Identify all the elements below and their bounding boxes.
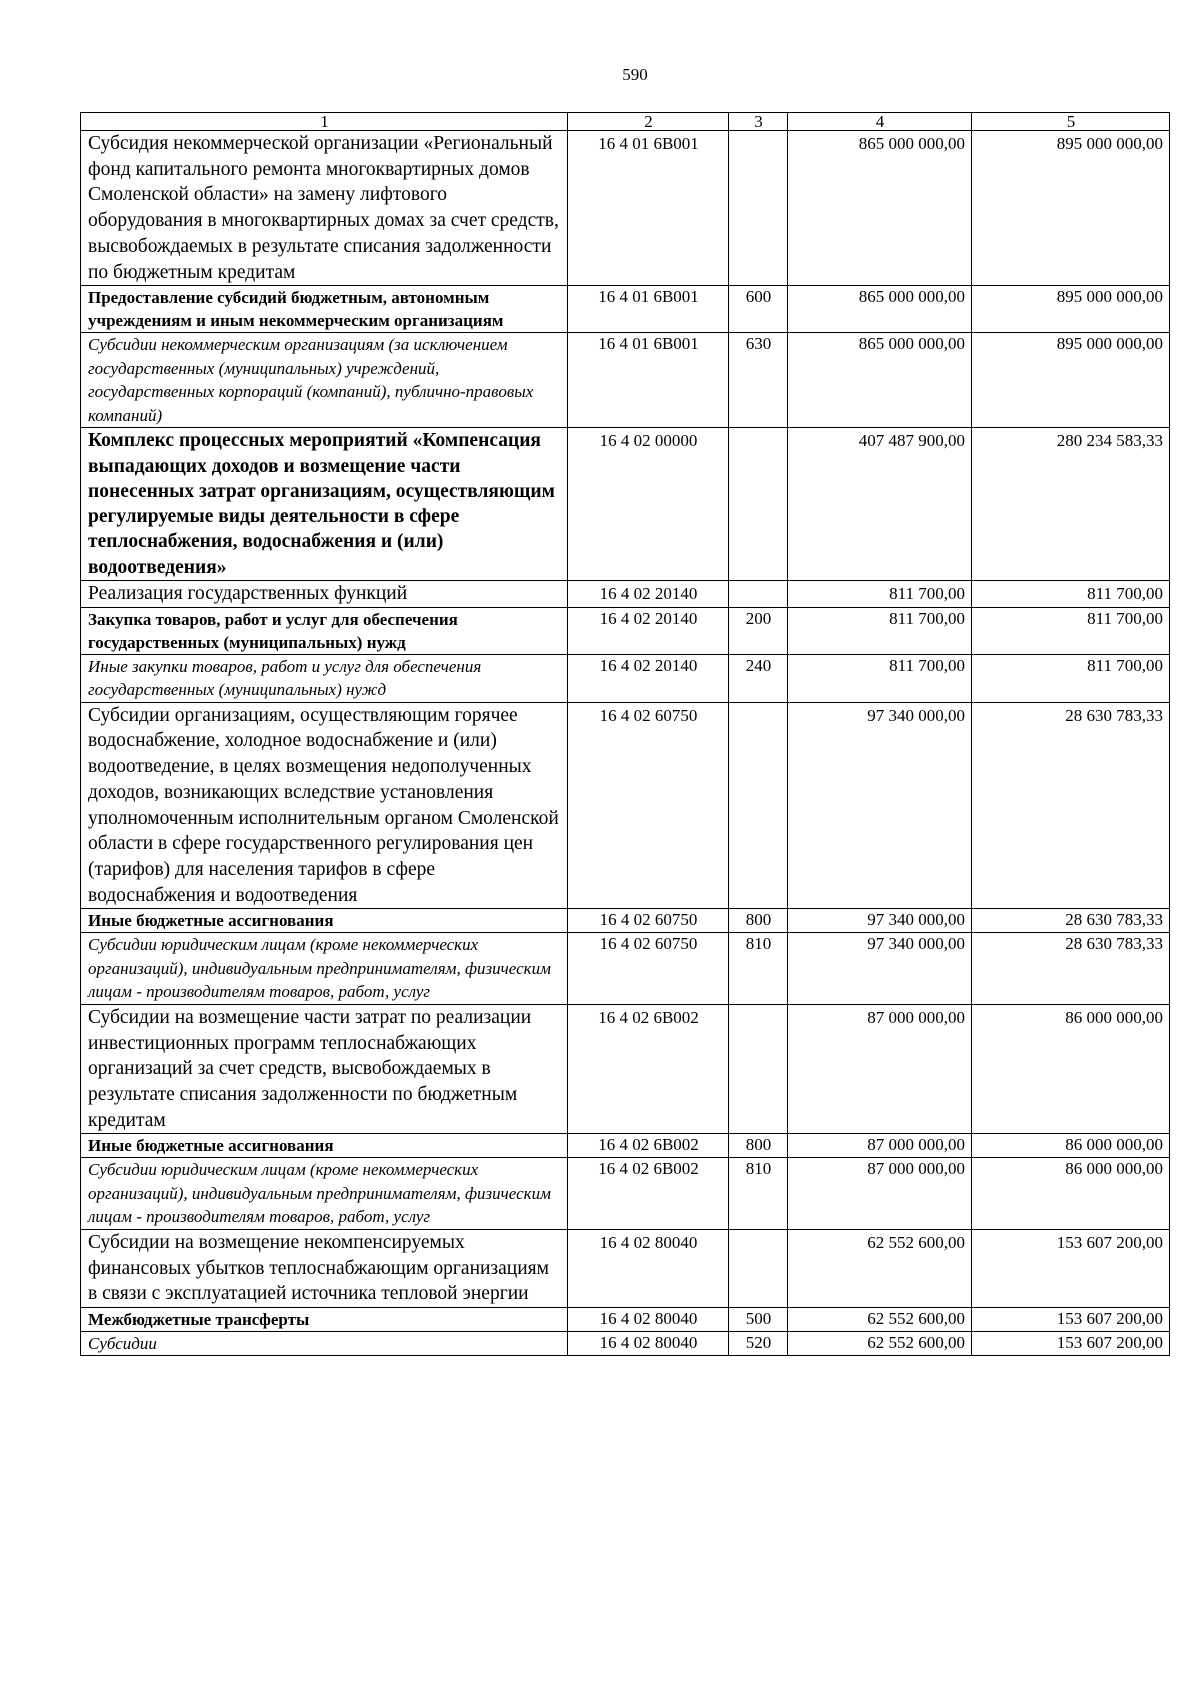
row-amount-year2-cell: 153 607 200,00 [972, 1229, 1170, 1307]
row-name-cell: Межбюджетные трансферты [81, 1307, 568, 1331]
row-amount-year1-cell: 865 000 000,00 [788, 333, 972, 428]
table-row [81, 286, 1170, 333]
table-row [81, 654, 1170, 702]
row-amount-year1-cell: 87 000 000,00 [788, 1004, 972, 1134]
row-amount-year2-cell: 153 607 200,00 [972, 1307, 1170, 1331]
row-amount-year1-cell: 62 552 600,00 [788, 1307, 972, 1331]
column-header-3: 3 [729, 113, 788, 131]
row-name-cell: Субсидии организациям, осуществляющим горячее водоснабжение, холодное водоснабжение и (или) водоотведение, в целях возмещения недополученных доходов, возникающих вследствие установления уполномоченным исполнительным органом Смоленской области в сфере государственного регулирования цен (тарифов) для населения тарифов в сфере водоснабжения и водоотведения [81, 702, 568, 909]
column-header-5: 5 [972, 113, 1170, 131]
table-row [81, 702, 1170, 909]
row-name-cell: Иные закупки товаров, работ и услуг для обеспечения государственных (муниципальных) нужд [81, 654, 568, 702]
row-amount-year2-cell: 811 700,00 [972, 607, 1170, 654]
row-name-cell: Субсидии на возмещение некомпенсируемых финансовых убытков теплоснабжающим организациям в связи с эксплуатацией источника тепловой энергии [81, 1229, 568, 1307]
row-amount-year1-cell: 811 700,00 [788, 654, 972, 702]
row-amount-year1-cell: 97 340 000,00 [788, 702, 972, 909]
header-row [81, 113, 1170, 131]
row-amount-year2-cell: 28 630 783,33 [972, 702, 1170, 909]
row-amount-year2-cell: 895 000 000,00 [972, 131, 1170, 286]
row-type-cell [729, 1229, 788, 1307]
row-amount-year1-cell: 62 552 600,00 [788, 1229, 972, 1307]
column-header-1: 1 [81, 113, 568, 131]
row-type-cell [729, 131, 788, 286]
row-amount-year1-cell: 97 340 000,00 [788, 909, 972, 933]
row-amount-year2-cell: 811 700,00 [972, 654, 1170, 702]
row-code-cell: 16 4 01 6В001 [568, 131, 729, 286]
row-amount-year2-cell: 895 000 000,00 [972, 333, 1170, 428]
row-type-cell [729, 702, 788, 909]
row-amount-year1-cell: 62 552 600,00 [788, 1331, 972, 1356]
row-name-cell: Субсидии юридическим лицам (кроме некоммерческих организаций), индивидуальным предпринимателям, физическим лицам - производителям товаров, работ, услуг [81, 1158, 568, 1230]
row-code-cell: 16 4 02 80040 [568, 1229, 729, 1307]
row-type-cell: 810 [729, 1158, 788, 1230]
row-name-cell: Субсидии [81, 1331, 568, 1356]
row-amount-year2-cell: 153 607 200,00 [972, 1331, 1170, 1356]
row-code-cell: 16 4 01 6В001 [568, 333, 729, 428]
row-amount-year2-cell: 28 630 783,33 [972, 933, 1170, 1005]
table-row [81, 1331, 1170, 1356]
table-row [81, 428, 1170, 581]
row-amount-year2-cell: 86 000 000,00 [972, 1158, 1170, 1230]
column-header-2: 2 [568, 113, 729, 131]
row-type-cell: 800 [729, 909, 788, 933]
row-code-cell: 16 4 02 80040 [568, 1331, 729, 1356]
row-type-cell: 800 [729, 1134, 788, 1158]
row-type-cell: 600 [729, 286, 788, 333]
row-code-cell: 16 4 02 60750 [568, 909, 729, 933]
table-row [81, 1158, 1170, 1230]
row-type-cell: 240 [729, 654, 788, 702]
table-row [81, 933, 1170, 1005]
row-type-cell [729, 581, 788, 608]
row-name-cell: Закупка товаров, работ и услуг для обеспечения государственных (муниципальных) нужд [81, 607, 568, 654]
row-amount-year2-cell: 86 000 000,00 [972, 1004, 1170, 1134]
table-row [81, 607, 1170, 654]
row-type-cell: 500 [729, 1307, 788, 1331]
table-row [81, 1134, 1170, 1158]
row-name-cell: Субсидии на возмещение части затрат по реализации инвестиционных программ теплоснабжающих организаций за счет средств, высвобождаемых в результате списания задолженности по бюджетным кредитам [81, 1004, 568, 1134]
row-amount-year1-cell: 811 700,00 [788, 581, 972, 608]
row-code-cell: 16 4 02 60750 [568, 933, 729, 1005]
row-amount-year1-cell: 811 700,00 [788, 607, 972, 654]
row-code-cell: 16 4 02 20140 [568, 654, 729, 702]
row-type-cell [729, 428, 788, 581]
table-row [81, 333, 1170, 428]
row-type-cell [729, 1004, 788, 1134]
table-row [81, 1004, 1170, 1134]
row-amount-year2-cell: 86 000 000,00 [972, 1134, 1170, 1158]
table-header [81, 113, 1170, 131]
row-name-cell: Субсидии некоммерческим организациям (за исключением государственных (муниципальных) учреждений, государственных корпораций (компаний), публично-правовых компаний) [81, 333, 568, 428]
column-header-4: 4 [788, 113, 972, 131]
budget-table [80, 112, 1170, 1356]
row-amount-year1-cell: 865 000 000,00 [788, 131, 972, 286]
page-number: 590 [622, 65, 648, 84]
row-amount-year2-cell: 28 630 783,33 [972, 909, 1170, 933]
table-row [81, 1229, 1170, 1307]
table-body [81, 131, 1170, 1356]
row-amount-year1-cell: 87 000 000,00 [788, 1134, 972, 1158]
row-type-cell: 520 [729, 1331, 788, 1356]
row-name-cell: Субсидии юридическим лицам (кроме некоммерческих организаций), индивидуальным предпринимателям, физическим лицам - производителям товаров, работ, услуг [81, 933, 568, 1005]
row-name-cell: Реализация государственных функций [81, 581, 568, 608]
table-row [81, 131, 1170, 286]
row-name-cell: Иные бюджетные ассигнования [81, 1134, 568, 1158]
row-amount-year1-cell: 407 487 900,00 [788, 428, 972, 581]
row-amount-year1-cell: 97 340 000,00 [788, 933, 972, 1005]
table-row [81, 581, 1170, 608]
row-code-cell: 16 4 02 60750 [568, 702, 729, 909]
row-type-cell: 630 [729, 333, 788, 428]
row-code-cell: 16 4 02 80040 [568, 1307, 729, 1331]
row-type-cell: 810 [729, 933, 788, 1005]
row-code-cell: 16 4 02 20140 [568, 607, 729, 654]
row-type-cell: 200 [729, 607, 788, 654]
row-name-cell: Субсидия некоммерческой организации «Региональный фонд капитального ремонта многоквартирных домов Смоленской области» на замену лифтового оборудования в многоквартирных домах за счет средств, высвобождаемых в результате списания задолженности по бюджетным кредитам [81, 131, 568, 286]
table-row [81, 1307, 1170, 1331]
row-amount-year1-cell: 87 000 000,00 [788, 1158, 972, 1230]
row-code-cell: 16 4 02 6В002 [568, 1134, 729, 1158]
row-amount-year1-cell: 865 000 000,00 [788, 286, 972, 333]
row-code-cell: 16 4 02 20140 [568, 581, 729, 608]
row-code-cell: 16 4 01 6В001 [568, 286, 729, 333]
row-name-cell: Предоставление субсидий бюджетным, автономным учреждениям и иным некоммерческим организациям [81, 286, 568, 333]
row-code-cell: 16 4 02 6В002 [568, 1158, 729, 1230]
row-code-cell: 16 4 02 6В002 [568, 1004, 729, 1134]
row-name-cell: Иные бюджетные ассигнования [81, 909, 568, 933]
row-code-cell: 16 4 02 00000 [568, 428, 729, 581]
row-amount-year2-cell: 811 700,00 [972, 581, 1170, 608]
row-name-cell: Комплекс процессных мероприятий «Компенсация выпадающих доходов и возмещение части понесенных затрат организациям, осуществляющим регулируемые виды деятельности в сфере теплоснабжения, водоснабжения и (или) водоотведения» [81, 428, 568, 581]
row-amount-year2-cell: 280 234 583,33 [972, 428, 1170, 581]
table-row [81, 909, 1170, 933]
row-amount-year2-cell: 895 000 000,00 [972, 286, 1170, 333]
